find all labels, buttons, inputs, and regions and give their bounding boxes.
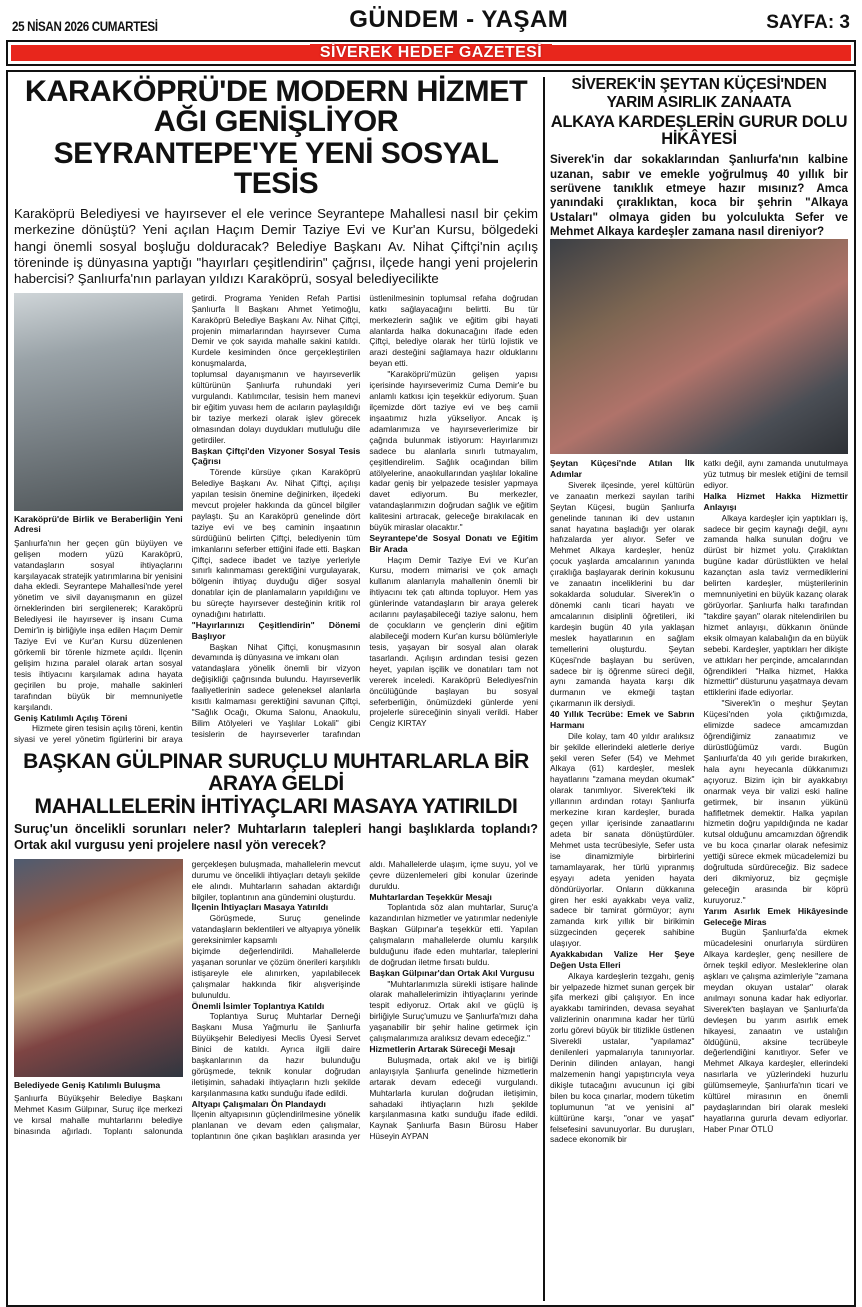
- left-column: [14, 77, 538, 1301]
- mid-col3-h1: Muhtarlardan Teşekkür Mesajı: [369, 891, 492, 902]
- right-col2-h2: Yarım Asırlık Emek Hikâyesinde Geleceğe Miras: [703, 905, 848, 927]
- right-headline: [550, 77, 848, 148]
- mid-col2-h1: Önemli İsimler Toplantıya Katıldı: [191, 1000, 325, 1011]
- mid-col3-p1: İlçenin altyapısının güçlendirilmesine yönelik planlanan ve devam eden çalışmalar, toplantının öne çıkan başlıkları arasında yer aldı. Mahallelerde ulaşım, içme suyu, yol ve çevre düzenlemeleri gibi konular üzerinde duruldu.: [191, 858, 538, 1142]
- right-col1-h1: Şeytan Küçesi'nde Atılan İlk Adımlar: [550, 458, 695, 480]
- main-article-photo: [14, 293, 183, 511]
- right-headline-line3: ALKAYA KARDEŞLERİN GURUR DOLU HİKÂYESİ: [550, 112, 848, 148]
- main-col3-p2: "Karaköprü'müzün gelişen yapısı içerisinde hayırseverimiz Cuma Demir'e bu anlamlı katkısı için teşekkür ediyorum. Şuan ilçemizde dört taziye evi ve beş camii inşaatımız hızla yükseliyor. Ancak iş adamlarımıza ve hayırseverlerimize bir çağrıda bulunmak istiyorum: Hayırlarımızı sadece bu alanlarla sınırlı tutmayalım, çeşitlendirelim. Sağlık ocağından bilim atölyelerine, anaokullarından yaşlılar lokaline kadar geniş bir yelpazede tesisler yapmaya davet ediyorum. Bu merkezler, vatandaşlarımızın doğrudan sağlık ve eğitim kalitesini artıracak, geleceğe bırakılacak en büyük miraslar olacaktır.": [369, 369, 538, 533]
- main-col2-p2: Törende kürsüye çıkan Karaköprü Belediye Başkanı Av. Nihat Çiftçi, açılışı yapılan tesisin önemine değinirken, ilçedeki mevcut projeler hakkında da güncel bilgiler paylaştı. Şu an Karaköprü genelinde dört taziye evi ve beş caminin inşaatının sürdüğünü belirten Çiftçi, belediyenin tüm imkanlarını seferber ettiğini ifade etti. Başkan Çiftçi, sadece ibadet ve taziye yerleriyle sınırlı kalınmaması gerektiğini vurgulayarak, bölgenin ihtiyaç duyduğu diğer sosyal donatılar için de planlamaların yapıldığını ve bu süreçte hayırsever desteğinin kritik rol oynadığını hatırlattı.: [191, 467, 361, 620]
- right-headline-line2: YARIM ASIRLIK ZANAATA: [606, 94, 792, 112]
- masthead: [6, 4, 856, 37]
- mid-col2-p1: biçimde değerlendirildi. Mahallelerde yaşanan sorunlar ve çözüm önerileri karşılıklı istişareyle ele alınırken, yapılabilecek çalışmalar hakkında fikir alışverişinde bulunuldu.: [191, 945, 361, 1000]
- mid-photo-block: [14, 859, 183, 1090]
- right-col1-h2: 40 Yıllık Tecrübe: Emek ve Sabrın Harmanı: [550, 709, 695, 730]
- mid-article-photo: [14, 859, 183, 1077]
- mid-col1-p1: Şanlıurfa Büyükşehir Belediye Başkanı Mehmet Kasım Gülpınar, Suruç ilçe merkezi ve kırsal mahalle muhtarlarını belediye binasında ağırladı. Toplantı salonunda gerçekleşen buluşmada, mahallelerin mevcut durumu ve öncelikli ihtiyaçları detaylı şekilde ele alındı. Muhtarların sahadan aktardığı bilgiler, toplantının ana gündemini oluşturdu.: [14, 858, 361, 1137]
- right-article-photo: [550, 239, 848, 454]
- right-column: [550, 77, 848, 1301]
- mid-col3-h3: Hizmetlerin Artarak Süreceği Mesajı: [369, 1044, 516, 1055]
- right-col2-h1: Halka Hizmet Hakka Hizmettir Anlayışı: [703, 491, 848, 512]
- masthead-section-title: GÜNDEM - YAŞAM: [349, 6, 569, 33]
- gazette-title: [8, 44, 854, 62]
- main-col3-p1: vatandaşlara yönelik önemli bir vizyon değişikliği çağrısında bulundu. Hayırseverlik faaliyetlerinin sadece geleneksel alanlarla kısıtlı kalmaması gerektiğini savunan Çiftçi, "Sağlık Ocağı, Okuma Salonu, Anaokulu, Bilim Atölyeleri ve Yaşlılar Lokali" gibi tesislerin de hayırseverler tarafından üstlenilmesinin toplumsal refaha doğrudan katkı sağlayacağını belirtti. Bu tür merkezlerin sağlık ve eğitim gibi hayati alanlarda halka dokunacağını ifade eden Çiftçi, belediye olarak her türlü lojistik ve arazi desteğini sağlamaya hazır olduklarını beyan etti.: [191, 292, 538, 739]
- mid-col2-h2: Altyapı Çalışmaları Ön Plandaydı: [191, 1098, 326, 1109]
- masthead-page-number: SAYFA: 3: [766, 12, 850, 33]
- right-col2-p3: "Siverek'in o meşhur Şeytan Küçesi'nden yola çıktığımızda, elimizde sadece amcamızdan öğrendiğimiz zanaatımız ve dürüstlüğümüz vardı. Bugün Şanlıurfa'da 40 yılı geride bırakırken, hala aynı heyecanla dükkanımızı açıyoruz. Bizim için bir ayakkabıyı onarmak veya bir valizi eski haline getirmek, bir insanın yükünü hafifletmek demektir. Halka yapılan hizmetin doğru yapıldığında ne kadar kutsal olduğunu amcamızdan öğrendik ve bu koca çınarlar olarak nefesimiz yettiği sürece ekmek mücadelemizi bu doğrultuda sürdüreceğiz. Biz sadece deri dikmiyoruz, biz geçmişle geleceğin arasında bir köprü kuruyoruz.": [703, 698, 848, 905]
- mid-col2-p2: Toplantıya Suruç Muhtarlar Derneği Başkanı Musa Yağmurlu ile Şanlıurfa Büyükşehir Belediyesi Meclis Üyesi Servet Binici de katıldı. Ayrıca ilgili daire başkanlarının da hazır bulunduğu görüşmede, teknik konular doğrudan iletişimin, sahadaki ihtiyaçların hızlı şekilde karşılanmasına katkı sunduğu ifade edildi.: [191, 1011, 361, 1098]
- content-frame: [6, 70, 856, 1307]
- main-col2-p1: toplumsal dayanışmanın ve hayırseverlik kültürünün Şanlıurfa ruhundaki yeri vurgulandı. Katılımcılar, tesisin hem manevi bir eğitim yuvası hem de acıların paylaşıldığı bir taziye merkezi olarak işlev görecek olmasından dolayı duydukları mutluluğu dile getirdiler.: [191, 369, 361, 445]
- main-deck: Karaköprü Belediyesi ve hayırsever el ele verince Seyrantepe Mahallesi nasıl bir çekim merkezine dönüştü? Yeni açılan Haçım Demir Taziye Evi ve Kur'an Kursu, bölgedeki hangi önemli sosyal boşluğu dolduracak? Belediye Başkanı Av. Nihat Çiftçi'nin açılış töreninde iş dünyasına yaptığı "hayırları çeşitlendirin" çağrısı, ilçede hangi yeni projelerin habercisi? Şanlıurfa'nın parlayan yıldızı Karaköprü, sosyal belediyecilikte: [14, 206, 538, 287]
- column-divider: [543, 77, 545, 1301]
- mid-col1-h1: İlçenin İhtiyaçları Masaya Yatırıldı: [191, 902, 329, 913]
- mid-col3-p2: Toplantıda söz alan muhtarlar, Suruç'a kazandırılan hizmetler ve yatırımlar nedeniyle Başkan Gülpınar'a teşekkür etti. Yapılan çalışmaların mahallelerde olumlu karşılık bulduğunu ifade eden muhtarlar, taleplerini de doğrudan iletme fırsatı buldu.: [369, 902, 538, 967]
- main-col3-h1: Seyrantepe'de Sosyal Donatı ve Eğitim Bir Arada: [369, 533, 538, 554]
- right-col2-p4: Bugün Şanlıurfa'da ekmek mücadelesini onurlarıyla sürdüren Alkaya kardeşler, genç nesillere de örnek teşkil ediyor. Mesleklerine olan aşkları ve çalışma azimleriyle "zamana meydan okuyan ustalar" olarak anılmayı sonuna kadar hak ediyorlar. Siverek'ten başlayan ve Şanlıurfa'da devleşen bu yarım asırlık emek hikayesi, zanaatın ve ustalığın öldüğünü, aksine tecrübeyle değerlendiğini kanıtlıyor. Sefer ve Mehmet Alkaya kardeşler, ellerindeki nasırlarla ve yüzlerindeki huzurlu gülümsemeyle, Şanlıurfa'nın ticari ve kültürel mirasının en önemli paydaşlarından biri olarak mesleki hayatlarına gururla devam ediyorlar. Haber Pınar ÖTLÜ: [703, 927, 848, 1134]
- mid-col3-p3: "Muhtarlarımızla sürekli istişare halinde olarak mahallelerimizin ihtiyaçlarını yerinde tespit ediyoruz. Ortak akıl ve güçlü iş birliğiyle Suruç'umuzu ve Şanlıurfa'mızı daha yaşanabilir bir şehir haline getirmek için çalışmalarımıza aralıksız devam edeceğiz.": [369, 978, 538, 1044]
- mid-photo-caption: Belediyede Geniş Katılımlı Buluşma: [14, 1079, 161, 1090]
- main-col1-p1: Şanlıurfa'nın her geçen gün büyüyen ve gelişen modern yüzü Karaköprü, vatandaşların sosyal ihtiyaçlarını karşılayacak stratejik yatırımlarına bir yenisini daha ekledi. Seyrantepe Mahallesi'nde yerel yönetim ve sivil dayanışmanın en güzel örneklerinden biri sergilenerek; Karaköprü Belediyesi ile hayırsever iş insanı Cuma Demir'in iş birliğiyle inşa edilen Haçım Demir Taziye Evi ve Kur'an Kursu düzenlenen görkemli bir törenle hizmete açıldı. İlçenin gelişim hızına paralel olarak artan sosyal tesis ihtiyacını karşılamak adına hayata geçirilen bu proje, mahalle sakinleri tarafından büyük bir memnuniyetle karşılandı.: [14, 537, 183, 712]
- mid-headline: [14, 751, 538, 817]
- main-col3-p3: Haçım Demir Taziye Evi ve Kur'an Kursu, modern mimarisi ve çok amaçlı kullanım alanlarıyla mahallenin önemli bir ihtiyacını tek çatı altında topluyor. Hem yas günlerinde vatandaşların bir araya gelerek acılarını paylaşabileceği taziye salonu, hem de çocukların ve gençlerin dini eğitim alabileceği modern Kur'an kursu bölümleriyle tesis, yaşayan bir sosyal alan olarak tasarlandı. Açılışın ardından tesisi gezen heyet, yapılan işçilik ve donatıları tam not vererek inceledi. Karaköprü Belediyesi'nin öncülüğünde başlayan bu sosyal seferberliğin, önümüzdeki günlerde yeni projelerle süreceğinin sinyali verildi. Haber Cengiz KIRTAY: [369, 554, 538, 729]
- mid-headline-line2: MAHALLELERİN İHTİYAÇLARI MASAYA YATIRILDI: [34, 794, 518, 818]
- main-col2-h1: Başkan Çiftçi'den Vizyoner Sosyal Tesis Çağrısı: [191, 445, 361, 467]
- mid-headline-line1: BAŞKAN GÜLPINAR SURUÇLU MUHTARLARLA BİR ARAYA GELDİ: [23, 750, 529, 795]
- masthead-date: 25 NİSAN 2026 CUMARTESİ: [12, 19, 158, 34]
- mid-col3-p4: Buluşmada, ortak akıl ve iş birliği anlayışıyla Şanlıurfa genelinde hizmetlerin artarak devam edeceği vurgulandı. Muhtarlarla kurulan doğrudan iletişimin, sahadaki ihtiyaçların hızlı şekilde karşılanmasına katkı sunduğu ifade edildi. Kaynak Şanlıurfa Basın Bürosu Haber Hüseyin AYPAN: [369, 1054, 538, 1142]
- main-photo-caption: Karaköprü'de Birlik ve Beraberliğin Yeni Adresi: [14, 513, 183, 535]
- mid-article-body: [14, 859, 538, 1142]
- right-col1-h3: Ayakkabıdan Valize Her Şeye Değen Usta Elleri: [550, 949, 695, 970]
- main-col2-h2: "Hayırlarınızı Çeşitlendirin" Dönemi Başlıyor: [191, 620, 361, 641]
- main-col1-h1: Geniş Katılımlı Açılış Töreni: [14, 712, 128, 723]
- gazette-title-text: SİVEREK HEDEF GAZETESİ: [310, 44, 552, 61]
- main-photo-block: [14, 293, 183, 535]
- right-deck: Siverek'in dar sokaklarından Şanlıurfa'nın kalbine uzanan, sabır ve emekle yoğrulmuş 40 yıllık bir serüvene tanıklık etmeye hazır mısınız? Amca yanındaki çıraklıktan, koca bir şehrin "Alkaya Ustaları" olmaya giden bu yolculukta Sefer ve Mehmet Alkaya kardeşler zamana nasıl direniyor?: [550, 153, 848, 239]
- gazette-banner: [6, 40, 856, 66]
- right-headline-line1: SİVEREK'İN ŞEYTAN KÜÇESİ'NDEN: [571, 76, 827, 93]
- right-article-body: [550, 458, 848, 1145]
- main-col2-p3: Başkan Nihat Çiftçi, konuşmasının devamında iş dünyasına ve imkanı olan: [191, 641, 361, 663]
- main-col1-p2: Hizmete giren tesisin açılış töreni, kentin siyasi ve yerel yönetim figürlerini bir araya getirdi. Programa Yeniden Refah Partisi Şanlıurfa İl Başkanı Ahmet Yetimoğlu, Karaköprü Belediye Başkanı Av. Nihat Çiftçi, projenin mimarlarından hayırsever Cuma Demir ve çok sayıda mahalle sakini katıldı. Kurdele kesiminden önce gerçekleştirilen konuşmalarda,: [14, 292, 361, 745]
- mid-col1-p2: Görüşmede, Suruç genelinde vatandaşların beklentileri ve altyapıya yönelik gereksinimler kapsamlı: [191, 913, 361, 946]
- main-headline: [14, 77, 538, 199]
- mid-col3-h2: Başkan Gülpınar'dan Ortak Akıl Vurgusu: [369, 967, 535, 978]
- right-col2-p1: katkı değil, aynı zamanda unutulmaya yüz tutmuş bir meslek etiğini de temsil ediyor.: [703, 458, 848, 491]
- main-article-body: [14, 293, 538, 745]
- main-headline-line1: KARAKÖPRÜ'DE MODERN HİZMET AĞI GENİŞLİYOR: [24, 75, 528, 138]
- right-col1-p3: Alkaya kardeşlerin tezgahı, geniş bir yelpazede hizmet sunan gerçek bir şifa merkezi gibi çalışıyor. En ince ayakkabı tamirinden, devasa seyahat valizlerinin onarımına kadar her türlü zorlu görevi büyük bir titizlikle üstlenen Siverekli ustalar, "yapılamaz" denilenleri yapmalarıyla tanınıyorlar. Derinin dilinden anlayan, hangi malzemenin hangi yapıştırıcıyla veya dikişle tutacağını avucunun içi gibi bilen bu koca çınarlar, modern tüketim toplumunun "at ve yenisini al" kültürüne karşı, "onar ve yaşat" felsefesini savunuyorlar. Bu duruşları, sadece ekonomik bir: [550, 970, 695, 1145]
- mid-deck: Suruç'un öncelikli sorunları neler? Muhtarların talepleri hangi başlıklarda toplandı? Ortak akıl vurgusu yeni projelere nasıl yön verecek?: [14, 822, 538, 853]
- right-col1-p1: Siverek ilçesinde, yerel kültürün ve zanaatın merkezi sayılan tarihi Şeytan Küçesi, bugün Şanlıurfa genelinde tanınan iki dev ustanın sanat hayatına başladığı yer olarak hafızalarda yer alıyor. Sefer ve Mehmet Alkaya kardeşler, henüz çocuk yaşlarda amcalarının yanında çıraklığa başlayarak derinin kokusunu ve zanaatın inceliklerini bu dar sokaklarda soludular. Siverek'in o dönemki canlı ticari hayatı ve amcalarının disiplinli öğretileri, iki kardeşin bugün 40 yıla yaklaşan meslek hayatlarının en sağlam temellerini oluşturdu. Şeytan Küçesi'nde başlayan bu serüven, sadece bir iş öğrenme süreci değil, aynı zamanda hayata karşı dik durmanın ve ekmeği taştan çıkarmanın ilk dersiydi.: [550, 479, 695, 709]
- main-headline-line2: SEYRANTEPE'YE YENİ SOSYAL TESİS: [53, 137, 499, 200]
- right-col2-p2: Alkaya kardeşler için yaptıkları iş, sadece bir geçim kaynağı değil, aynı zamanda halka sunulan doğru ve dürüst bir hizmet yolu. Çıraklıktan bugüne kadar dürüstlükten ve helal kazançtan asla taviz vermediklerini belirten kardeşler, müşterilerinin memnuniyetini en büyük kazanç olarak görüyorlar. Şanlıurfa halkı tarafından "takdire şayan" olarak nitelendirilen bu hizmet anlayışı, dükkanın önünde eksik olmayan kalabalığın da en büyük sebebi. Kardeşler, yaptıkları her dikişte ve attıkları her perçinde, amcalarından öğrendikleri "Halka hizmet, Hakka hizmettir" düsturunu yaşatmaya devam ettiklerini ifade ediyorlar.: [703, 512, 848, 698]
- right-col1-p2: Dile kolay, tam 40 yıldır aralıksız bir şekilde ellerindeki aletlerle deriye şekil veren Sefer (54) ve Mehmet Alkaya (61) kardeşler, meslek hayatlarını "zamana meydan okumak" olarak tanımlıyor. Siverek'teki ilk yıllarının ardından rotayı Şanlıurfa merkezine kıran kardeşler, burada geçen yıllar içerisinde zanaatlarını adeta bir sanata dönüştürdüler. Mehmet usta tecrübesiyle, Sefer usta ise dinamizmiyle birbirlerini tamamlayarak, her türlü yıpranmış eşyayı adeta yeniden hayata döndürüyorlar. Onların dükkanına giren her eski ayakkabı veya valiz, sadece bir tamirat görmüyor; aynı zamanda kırk yıllık bir birikimin süzgecinden geçerek sahibine ulaşıyor.: [550, 730, 695, 949]
